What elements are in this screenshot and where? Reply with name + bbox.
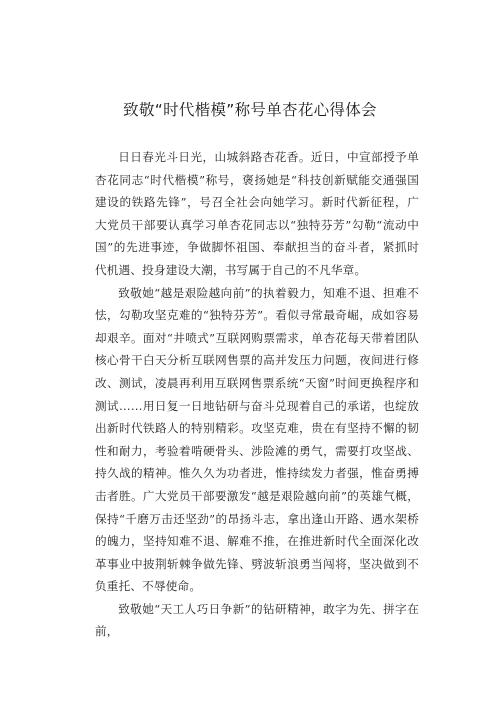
document-title: 致敬“时代楷模”称号单杏花心得体会 xyxy=(123,101,377,119)
paragraph-3: 致敬她“天工人巧日争新”的钻研精神，敢字为先、拼字在前， xyxy=(95,601,419,639)
paragraph-2: 致敬她“越是艰险越向前”的执着毅力，知难不退、担难不怯，勾勒攻坚克难的“独特芬芳”。看似寻常最奇崛，成如容易却艰辛。面对“井喷式”互联网购票需求，单杏花每天带着团队核心骨干白天分析互联网售票的高并发压力问题，夜间进行修改、测试，凌晨再利用互联网售票系统“天窗”时间更换程序和测试……用日复一日地钻研与奋斗兑现着自己的承诺，也绽放出新时代铁路人的特别精彩。攻坚克难，贵在有坚持不懈的韧性和耐力，考验着啃硬骨头、涉险滩的勇气，需要打攻坚战、持久战的精神。惟久久为功者进，惟持续发力者强，惟奋勇搏击者胜。广大党员干部要激发“越是艰险越向前”的英雄气概，保持“千磨万击还坚劲”的昂扬斗志，拿出逢山开路、遇水架桥的魄力，坚持知难不退、解难不推，在推进新时代全面深化改革事业中披荆斩棘争做先锋、劈波斩浪勇当闯将，坚决做到不负重托、不辱使命。 xyxy=(95,285,419,594)
document-body xyxy=(95,146,419,643)
paragraph-1: 日日春光斗日光，山城斜路杏花香。近日，中宣部授予单杏花同志“时代楷模”称号，褒扬她是“科技创新赋能交通强国建设的铁路先锋”，号召全社会向她学习。新时代新征程，广大党员干部要认真学习单杏花同志以“独特芬芳”勾勒“流动中国”的先进事迹，争做脚怀祖国、奉献担当的奋斗者，紧抓时代机遇、投身建设大潮，书写属于自己的不凡华章。 xyxy=(95,150,419,277)
